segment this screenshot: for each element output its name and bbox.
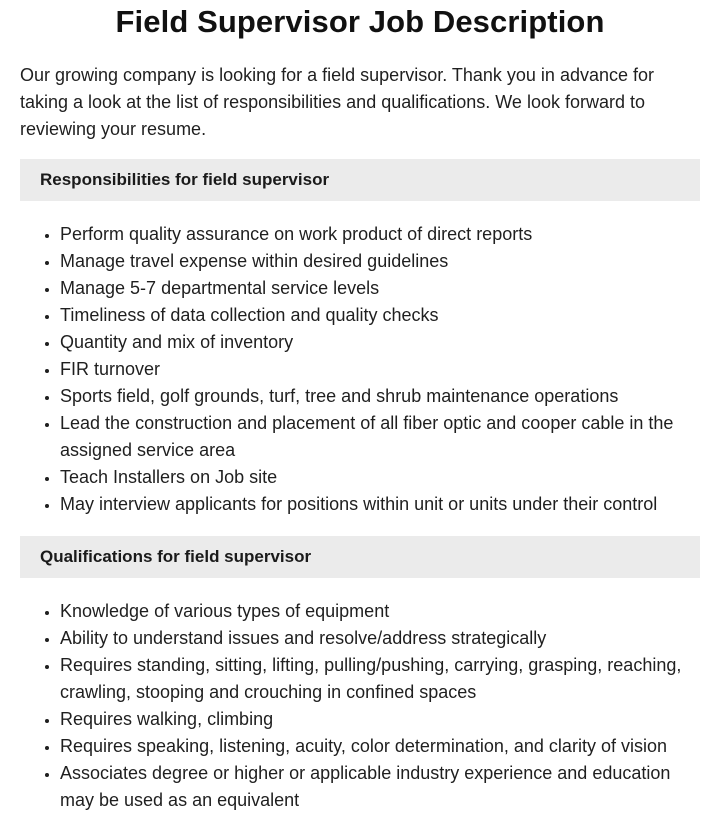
list-item: • Manage 5-7 departmental service levels <box>60 275 700 302</box>
list-item: • Timeliness of data collection and quality checks <box>60 302 700 329</box>
list-item: • Teach Installers on Job site <box>60 464 700 491</box>
list-item: • FIR turnover <box>60 356 700 383</box>
list-item: • Requires speaking, listening, acuity, color determination, and clarity of vision <box>60 733 700 760</box>
responsibilities-header <box>20 159 700 201</box>
responsibilities-list <box>20 221 700 518</box>
list-item: • Quantity and mix of inventory <box>60 329 700 356</box>
list-item: • Manage travel expense within desired guidelines <box>60 248 700 275</box>
list-item: • May interview applicants for positions within unit or units under their control <box>60 491 700 518</box>
intro-paragraph: Our growing company is looking for a field supervisor. Thank you in advance for taking a look at the list of responsibilities and qualifications. We look forward to reviewing your resume. <box>20 65 654 139</box>
qualifications-header <box>20 536 700 578</box>
responsibilities-heading: Responsibilities for field supervisor <box>40 170 330 189</box>
list-item: • Knowledge of various types of equipment <box>60 598 700 625</box>
list-item: • Ability to understand issues and resolve/address strategically <box>60 625 700 652</box>
qualifications-list <box>20 598 700 814</box>
list-item: • Associates degree or higher or applicable industry experience and education may be used as an equivalent <box>60 760 700 814</box>
page-title: Field Supervisor Job Description <box>115 4 605 39</box>
list-item: • Sports field, golf grounds, turf, tree and shrub maintenance operations <box>60 383 700 410</box>
qualifications-heading: Qualifications for field supervisor <box>40 547 312 566</box>
list-item: • Perform quality assurance on work product of direct reports <box>60 221 700 248</box>
list-item: • Requires standing, sitting, lifting, pulling/pushing, carrying, grasping, reaching, crawling, stooping and crouching in confined spaces <box>60 652 700 706</box>
list-item: • Lead the construction and placement of all fiber optic and cooper cable in the assigned service area <box>60 410 700 464</box>
list-item: • Requires walking, climbing <box>60 706 700 733</box>
